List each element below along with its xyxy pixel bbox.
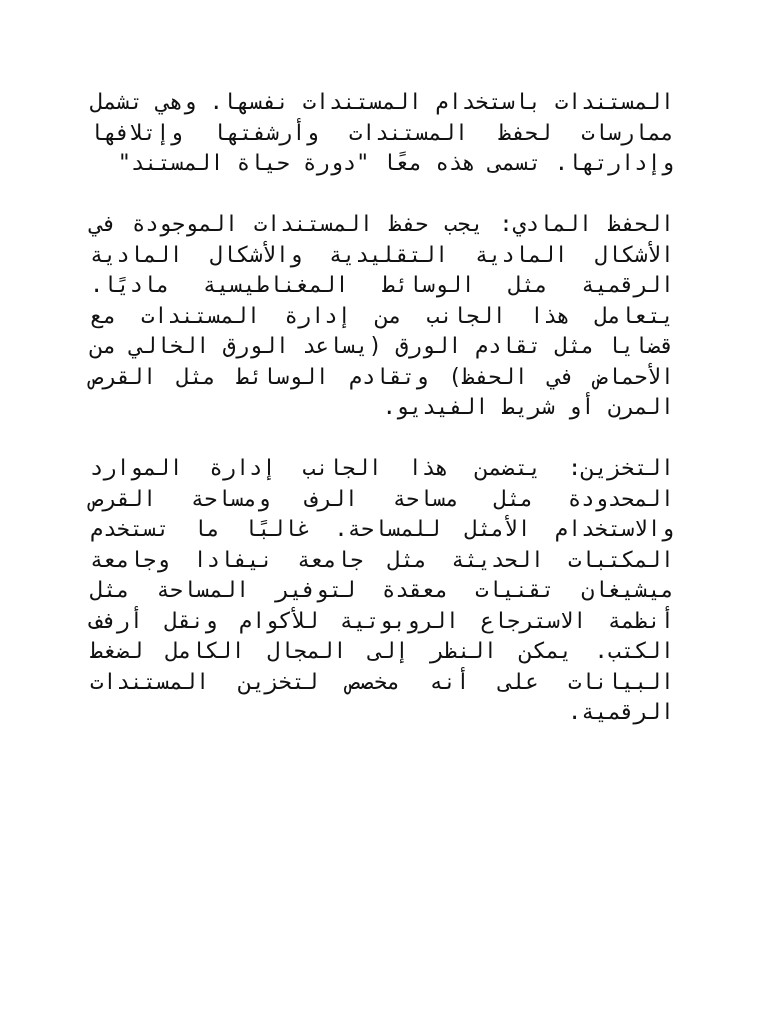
- paragraph-physical-preservation: الحفظ المادي: يجب حفظ المستندات الموجودة في الأشكال المادية التقليدية والأشكال المادية الرقمية مثل الوسائط المغناطيسية ماديًا. يتعامل هذا الجانب من إدارة المستندات مع قضايا مثل تقادم الورق (يساعد الورق الخالي من الأحماض في الحفظ) وتقادم الوسائط مثل القرص المرن أو شريط الفيديو.: [90, 212, 674, 420]
- paragraph-storage: التخزين: يتضمن هذا الجانب إدارة الموارد المحدودة مثل مساحة الرف ومساحة القرص والاستخدام الأمثل للمساحة. غالبًا ما تستخدم المكتبات الحديثة مثل جامعة نيفادا وجامعة ميشيغان تقنيات معقدة لتوفير المساحة مثل أنظمة الاسترجاع الروبوتية للأكوام ونقل أرفف الكتب. يمكن النظر إلى المجال الكامل لضغط البيانات على أنه مخصص لتخزين المستندات الرقمية.: [90, 456, 674, 725]
- document-page: [90, 88, 674, 759]
- paragraph-document-lifecycle: المستندات باستخدام المستندات نفسها. وهي تشمل ممارسات لحفظ المستندات وأرشفتها وإتلافها وإدارتها. تسمى هذه معًا "دورة حياة المستند": [90, 90, 674, 176]
